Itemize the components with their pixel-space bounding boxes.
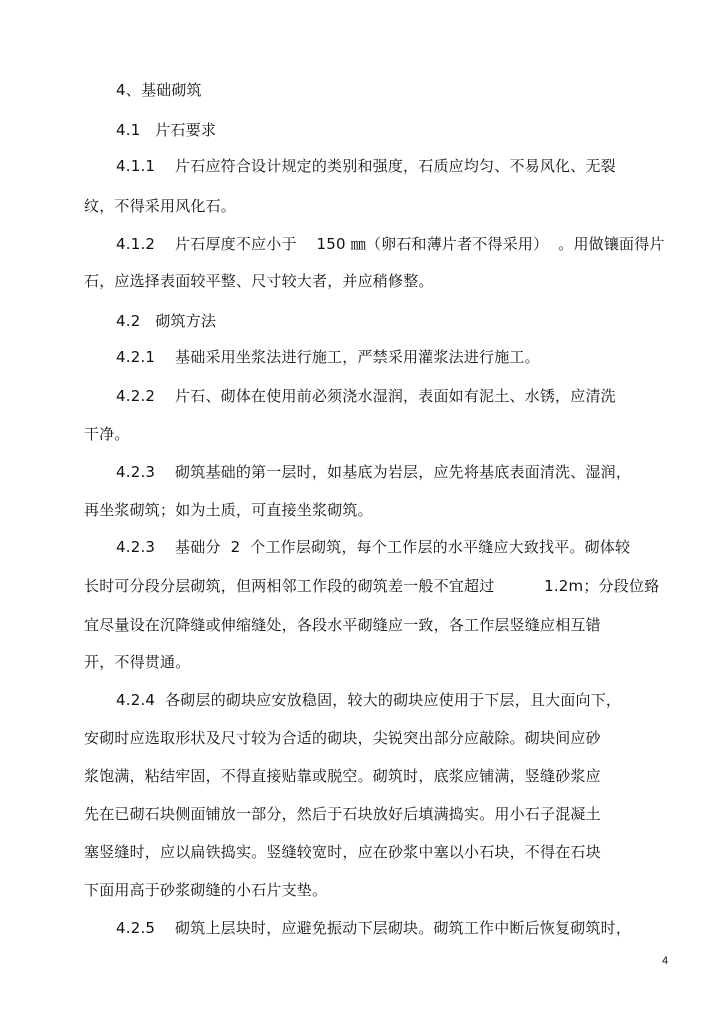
paragraph-line: 4.2.1 基础采用坐浆法进行施工，严禁采用灌浆法进行施工。 xyxy=(116,348,540,366)
subsection-heading: 4.1 片石要求 xyxy=(116,121,217,139)
paragraph-line: 浆饱满，粘结牢固，不得直接贴靠或脱空。砌筑时，底浆应铺满，竖缝砂浆应 xyxy=(84,767,601,785)
paragraph-line: 宜尽量设在沉降缝或伸缩缝处，各段水平砌缝应一致，各工作层竖缝应相互错 xyxy=(84,616,601,634)
paragraph-line: 石，应选择表面较平整、尺寸较大者，并应稍修整。 xyxy=(84,272,434,290)
section-heading: 4、基础砌筑 xyxy=(116,81,202,99)
page-number: 4 xyxy=(662,955,669,967)
paragraph-line: 干净。 xyxy=(84,425,130,443)
paragraph-line: 安砌时应选取形状及尺寸较为合适的砌块，尖锐突出部分应敲除。砌块间应砂 xyxy=(84,729,601,747)
paragraph-line: 4.1.2 片石厚度不应小于 150 ㎜（卵石和薄片者不得采用） 。用做镶面得片 xyxy=(116,235,665,253)
paragraph-line: 下面用高于砂浆砌缝的小石片支垫。 xyxy=(84,881,328,899)
paragraph-line: 再坐浆砌筑；如为土质，可直接坐浆砌筑。 xyxy=(84,501,373,519)
paragraph-line: 先在已砌石块侧面铺放一部分，然后于石块放好后填满捣实。用小石子混凝土 xyxy=(84,805,601,823)
subsection-heading: 4.2 砌筑方法 xyxy=(116,312,217,330)
paragraph-line: 4.2.3 砌筑基础的第一层时，如基底为岩层，应先将基底表面清洗、湿润， xyxy=(116,463,632,481)
paragraph-line: 长时可分段分层砌筑，但两相邻工作段的砌筑差一般不宜超过 1.2m；分段位臵 xyxy=(84,577,660,595)
paragraph-line: 4.2.2 片石、砌体在使用前必须浇水湿润，表面如有泥土、水锈，应清洗 xyxy=(116,387,616,405)
paragraph-line: 4.2.4 各砌层的砌块应安放稳固，较大的砌块应使用于下层，且大面向下， xyxy=(116,691,622,709)
paragraph-line: 4.2.3 基础分 2 个工作层砌筑，每个工作层的水平缝应大致找平。砌体较 xyxy=(116,538,631,556)
paragraph-line: 塞竖缝时，应以扁铁捣实。竖缝较宽时，应在砂浆中塞以小石块，不得在石块 xyxy=(84,843,601,861)
paragraph-line: 开，不得贯通。 xyxy=(84,653,191,671)
paragraph-line: 4.2.5 砌筑上层块时，应避免振动下层砌块。砌筑工作中断后恢复砌筑时， xyxy=(116,919,632,937)
paragraph-line: 4.1.1 片石应符合设计规定的类别和强度，石质应均匀、不易风化、无裂 xyxy=(116,157,616,175)
paragraph-line: 纹，不得采用风化石。 xyxy=(84,197,237,215)
